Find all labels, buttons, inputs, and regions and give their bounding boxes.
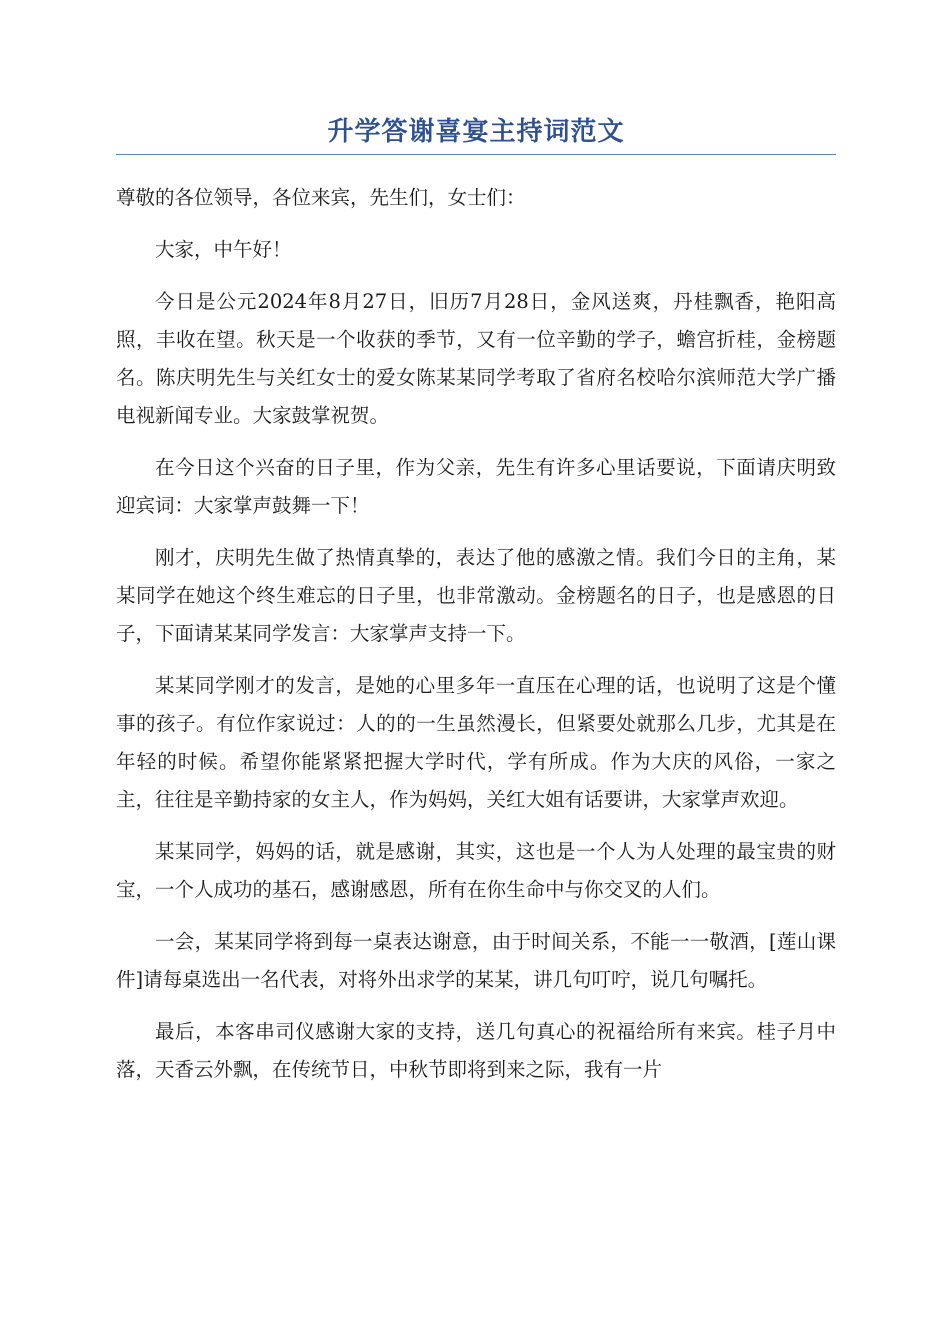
paragraph-toast: 一会，某某同学将到每一桌表达谢意，由于时间关系，不能一一敬酒，[莲山课件]请每桌选出一名代表，对将外出求学的某某，讲几句叮咛，说几句嘱托。 — [116, 930, 836, 991]
paragraph-closing: 最后，本客串司仪感谢大家的支持，送几句真心的祝福给所有来宾。桂子月中落，天香云外飘，在传统节日，中秋节即将到来之际，我有一片 — [116, 1020, 836, 1081]
paragraph-date-intro: 今日是公元2024年8月27日，旧历7月28日，金风送爽，丹桂飘香，艳阳高照，丰收在望。秋天是一个收获的季节，又有一位辛勤的学子，蟾宫折桂，金榜题名。陈庆明先生与关红女士的爱女陈某某同学考取了省府名校哈尔滨师范大学广播电视新闻专业。大家鼓掌祝贺。 — [116, 290, 836, 427]
page-title: 升学答谢喜宴主持词范文 — [116, 112, 836, 155]
salutation: 尊敬的各位领导，各位来宾，先生们，女士们： — [116, 186, 526, 209]
document-page — [116, 112, 836, 1089]
paragraph-student-speech: 刚才，庆明先生做了热情真挚的，表达了他的感激之情。我们今日的主角，某某同学在她这个终生难忘的日子里，也非常激动。金榜题名的日子，也是感恩的日子，下面请某某同学发言：大家掌声支持一下。 — [116, 546, 836, 645]
paragraph-gratitude: 某某同学，妈妈的话，就是感谢，其实，这也是一个人为人处理的最宝贵的财宝，一个人成功的基石，感谢感恩，所有在你生命中与你交叉的人们。 — [116, 840, 836, 901]
paragraph-greeting: 大家，中午好！ — [155, 238, 292, 261]
paragraph-mother-speech: 某某同学刚才的发言，是她的心里多年一直压在心理的话，也说明了这是个懂事的孩子。有位作家说过：人的的一生虽然漫长，但紧要处就那么几步，尤其是在年轻的时候。希望你能紧紧把握大学时代，学有所成。作为大庆的风俗，一家之主，往往是辛勤持家的女主人，作为妈妈，关红大姐有话要讲，大家掌声欢迎。 — [116, 674, 836, 811]
paragraph-father-speech: 在今日这个兴奋的日子里，作为父亲，先生有许多心里话要说，下面请庆明致迎宾词：大家掌声鼓舞一下！ — [116, 456, 836, 517]
